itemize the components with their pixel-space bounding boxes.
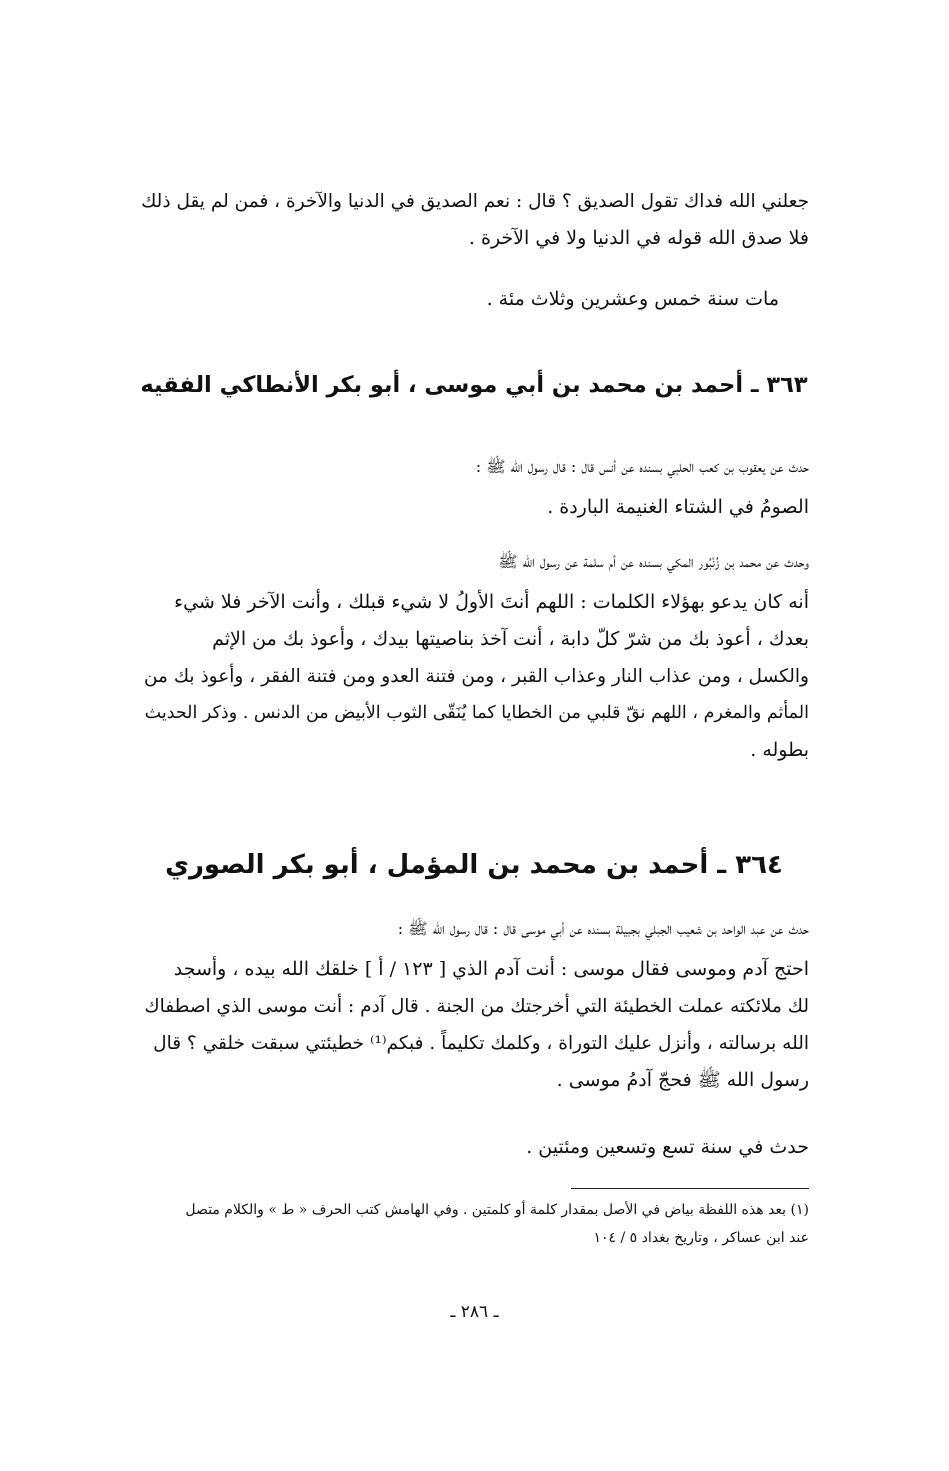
entry-363-heading-wrap bbox=[139, 372, 809, 398]
entry-363-isnad-2 bbox=[139, 547, 809, 577]
entry-363-hadith-1 bbox=[139, 489, 809, 526]
isnad-text: وحدث عن محمد بن زُنْبُور المكي بسنده عن أم سلمة عن رسول الله ﷺ bbox=[498, 552, 809, 571]
death-note bbox=[139, 281, 809, 318]
entry-363-hadith-2 bbox=[139, 584, 809, 769]
footnote bbox=[139, 1196, 809, 1252]
hadith-line: رسول الله ﷺ فحجّ آدمُ موسى . bbox=[556, 1069, 809, 1091]
entry-363-isnad-1 bbox=[139, 452, 809, 482]
hadith-text: الصومُ في الشتاء الغنيمة الباردة . bbox=[547, 496, 809, 518]
footnote-line: (١) بعد هذه اللفظة بياض في الأصل بمقدار كلمة أو كلمتين . وفي الهامش كتب الحرف « ط » والكلام متصل bbox=[185, 1202, 809, 1218]
entry-363-heading: ٣٦٣ ـ أحمد بن محمد بن أبي موسى ، أبو بكر الأنطاكي الفقيه bbox=[140, 372, 808, 398]
isnad-text: حدث عن يعقوب بن كعب الحلبي بسنده عن أنس قال : قال رسول الله ﷺ : bbox=[475, 457, 809, 476]
isnad-text: حدث عن عبد الواحد بن شعيب الجبلي بجبيلة بسنده عن أبي موسى قال : قال رسول الله ﷺ : bbox=[397, 919, 809, 938]
hadith-line: بطوله . bbox=[750, 739, 809, 761]
hadith-line: بعدك ، أعوذ بك من شرّ كلّ دابة ، أنت آخذ بناصيتها بيدك ، وأعوذ بك من الإثم bbox=[212, 628, 809, 650]
footnote-line: عند ابن عساكر ، وتاريخ بغداد ٥ / ١٠٤ bbox=[593, 1230, 809, 1246]
entry-364-heading-wrap bbox=[139, 850, 809, 880]
intro-line: جعلني الله فداك تقول الصديق ؟ قال : نعم الصديق في الدنيا والآخرة ، فمن لم يقل ذلك bbox=[141, 191, 809, 212]
intro-line: فلا صدق الله قوله في الدنيا ولا في الآخرة . bbox=[468, 227, 809, 249]
footnote-divider bbox=[571, 1188, 809, 1189]
page-number: ـ ٢٨٦ ـ bbox=[450, 1302, 499, 1322]
hadith-line: والكسل ، ومن عذاب النار وعذاب القبر ، ومن فتنة العدو ومن فتنة الفقر ، وأعوذ بك من bbox=[143, 666, 809, 687]
entry-364-hadith bbox=[139, 951, 809, 1099]
hadith-line: المأثم والمغرم ، اللهم نقّ قلبي من الخطايا كما يُنَقّى الثوب الأبيض من الدنس . وذكر الحديث bbox=[144, 703, 809, 723]
date-note-text: حدث في سنة تسع وتسعين ومئتين . bbox=[526, 1136, 809, 1158]
hadith-line: الله برسالته ، وأنزل عليك التوراة ، وكلمك تكليماً . فبكم⁽¹⁾ خطيئتي سبقت خلقي ؟ قال bbox=[153, 1033, 809, 1054]
entry-364-isnad bbox=[139, 914, 809, 944]
death-note-text: مات سنة خمس وعشرين وثلاث مئة . bbox=[486, 288, 779, 310]
hadith-line: لك ملائكته عملت الخطيئة التي أخرجتك من الجنة . قال آدم : أنت موسى الذي اصطفاك bbox=[144, 996, 809, 1017]
entry-364-date-note bbox=[139, 1129, 809, 1166]
hadith-line: أنه كان يدعو بهؤلاء الكلمات : اللهم أنتَ الأولُ لا شيء قبلك ، وأنت الآخر فلا شيء bbox=[174, 591, 809, 613]
entry-364-heading: ٣٦٤ ـ أحمد بن محمد بن المؤمل ، أبو بكر الصوري bbox=[165, 850, 783, 880]
hadith-line: احتج آدم وموسى فقال موسى : أنت آدم الذي [ ١٢٣ / أ ] خلقك الله بيده ، وأسجد bbox=[173, 958, 809, 980]
intro-paragraph bbox=[139, 183, 809, 257]
